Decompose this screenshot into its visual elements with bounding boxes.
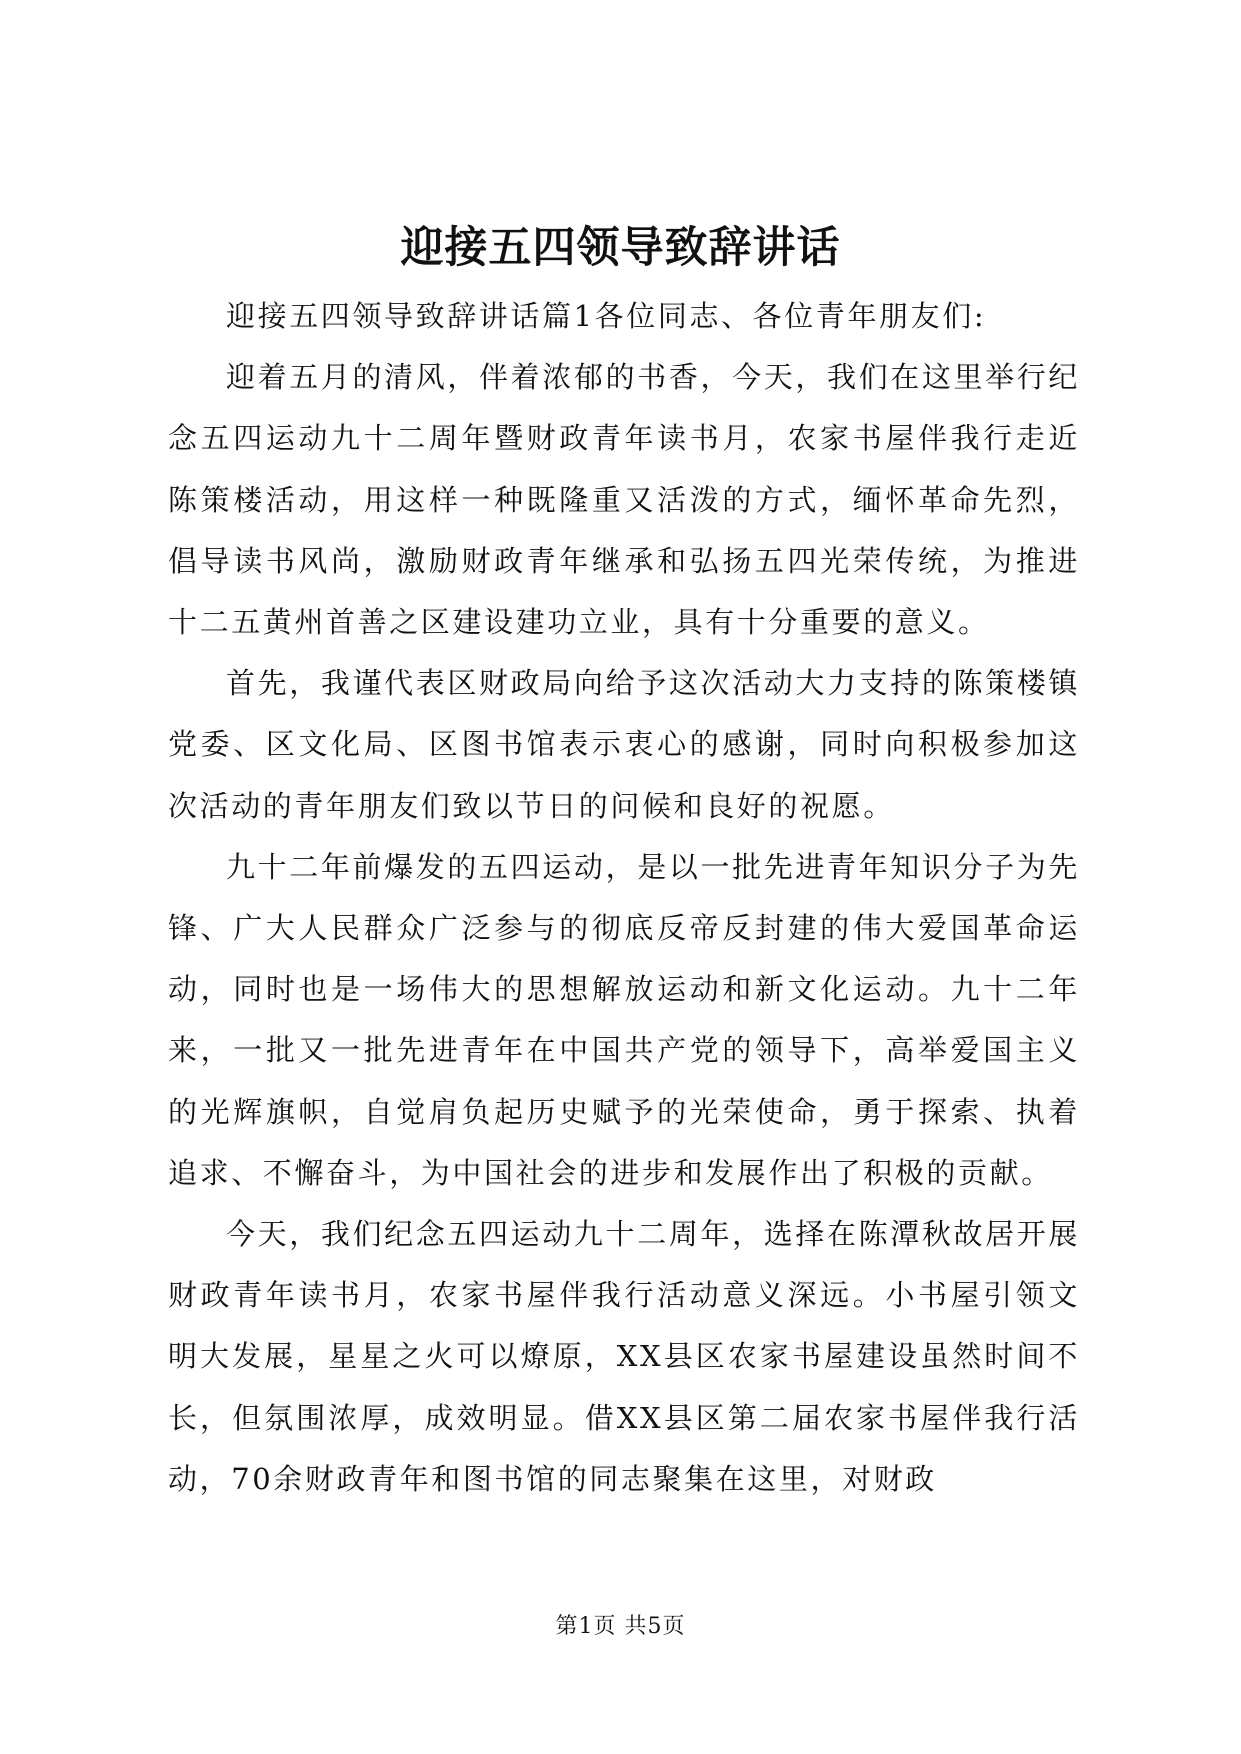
paragraph-thanks: 首先，我谨代表区财政局向给予这次活动大力支持的陈策楼镇党委、区文化局、区图书馆表示衷心的感谢，同时向积极参加这次活动的青年朋友们致以节日的问候和良好的祝愿。 — [168, 666, 1080, 823]
page-number-footer: 第1页 共5页 — [555, 1614, 686, 1639]
document-title: 迎接五四领导致辞讲话 — [400, 223, 841, 273]
paragraph-opening: 迎着五月的清风，伴着浓郁的书香，今天，我们在这里举行纪念五四运动九十二周年暨财政青年读书月，农家书屋伴我行走近陈策楼活动，用这样一种既隆重又活泼的方式，缅怀革命先烈，倡导读书风尚，激励财政青年继承和弘扬五四光荣传统，为推进十二五黄州首善之区建设建功立业，具有十分重要的意义。 — [168, 360, 1080, 640]
paragraph-salutation: 迎接五四领导致辞讲话篇1各位同志、各位青年朋友们: — [226, 299, 987, 333]
paragraph-significance: 今天，我们纪念五四运动九十二周年，选择在陈潭秋故居开展财政青年读书月，农家书屋伴我行活动意义深远。小书屋引领文明大发展，星星之火可以燎原，XX县区农家书屋建设虽然时间不长，但氛围浓厚，成效明显。借XX县区第二届农家书屋伴我行活动，70余财政青年和图书馆的同志聚集在这里，对财政 — [168, 1217, 1080, 1496]
paragraph-history: 九十二年前爆发的五四运动，是以一批先进青年知识分子为先锋、广大人民群众广泛参与的彻底反帝反封建的伟大爱国革命运动，同时也是一场伟大的思想解放运动和新文化运动。九十二年来，一批又一批先进青年在中国共产党的领导下，高举爱国主义的光辉旗帜，自觉肩负起历史赋予的光荣使命，勇于探索、执着追求、不懈奋斗，为中国社会的进步和发展作出了积极的贡献。 — [168, 849, 1080, 1190]
document-body — [168, 286, 1080, 1510]
